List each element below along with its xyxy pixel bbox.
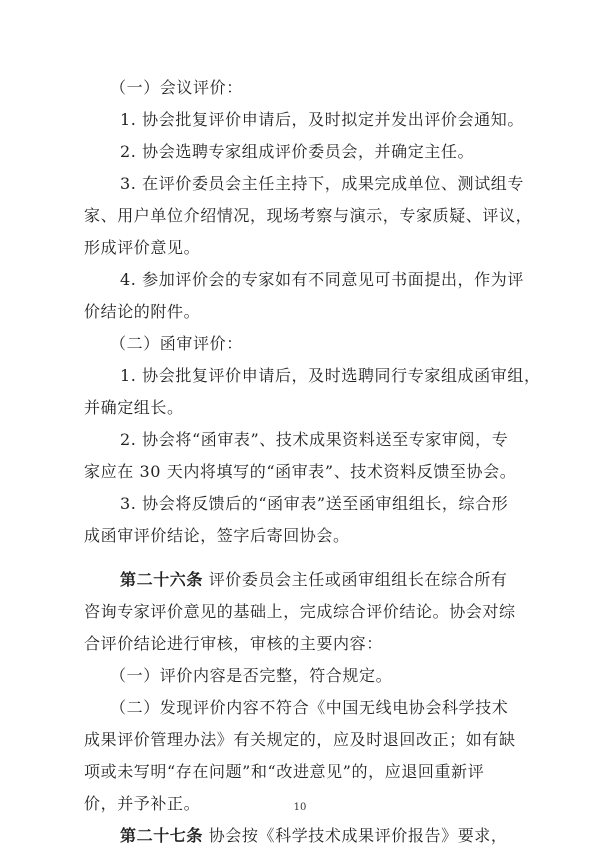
article-26-text: 评价委员会主任或函审组组长在综合所有 — [208, 570, 508, 589]
paragraph-line: 价，并予补正。 — [84, 794, 201, 813]
paragraph-line: 价结论的附件。 — [84, 302, 201, 321]
paragraph-line: 家应在 30 天内将填写的“函审表”、技术资料反馈至协会。 — [84, 462, 517, 481]
article-27-heading: 第二十七条 — [120, 826, 204, 845]
page-number: 10 — [293, 802, 307, 813]
section-two-heading: （二）函审评价： — [110, 334, 243, 353]
list-item: （二）发现评价内容不符合《中国无线电协会科学技术 — [110, 698, 509, 717]
paragraph-line: 家、用户单位介绍情况，现场考察与演示，专家质疑、评议， — [84, 206, 533, 225]
paragraph-line: 4. 参加评价会的专家如有不同意见可书面提出，作为评 — [120, 270, 524, 289]
paragraph-line: 3. 在评价委员会主任主持下，成果完成单位、测试组专 — [120, 174, 524, 193]
article-27-text: 协会按《科学技术成果评价报告》要求， — [208, 826, 508, 845]
article-26-line — [120, 570, 508, 590]
paragraph-line: 1. 协会批复评价申请后，及时拟定并发出评价会通知。 — [120, 110, 524, 129]
list-item: （一）评价内容是否完整，符合规定。 — [110, 666, 393, 685]
paragraph-line: 2. 协会选聘专家组成评价委员会，并确定主任。 — [120, 142, 475, 161]
section-one-heading: （一）会议评价： — [110, 78, 243, 97]
paragraph-line: 合评价结论进行审核，审核的主要内容： — [84, 634, 383, 653]
paragraph-line: 项或未写明“存在问题”和“改进意见”的，应退回重新评 — [84, 762, 485, 781]
paragraph-line: 2. 协会将“函审表”、技术成果资料送至专家审阅，专 — [120, 430, 509, 449]
paragraph-line: 形成评价意见。 — [84, 238, 201, 257]
paragraph-line: 3. 协会将反馈后的“函审表”送至函审组组长，综合形 — [120, 494, 509, 513]
paragraph-line: 咨询专家评价意见的基础上，完成综合评价结论。协会对综 — [84, 602, 516, 621]
paragraph-line: 成果评价管理办法》有关规定的，应及时退回改正；如有缺 — [84, 730, 516, 749]
article-26-heading: 第二十六条 — [120, 570, 204, 589]
article-27-line — [120, 826, 508, 846]
paragraph-line: 成函审评价结论，签字后寄回协会。 — [84, 526, 350, 545]
paragraph-line: 并确定组长。 — [84, 398, 184, 417]
paragraph-line: 1. 协会批复评价申请后，及时选聘同行专家组成函审组， — [120, 366, 541, 385]
